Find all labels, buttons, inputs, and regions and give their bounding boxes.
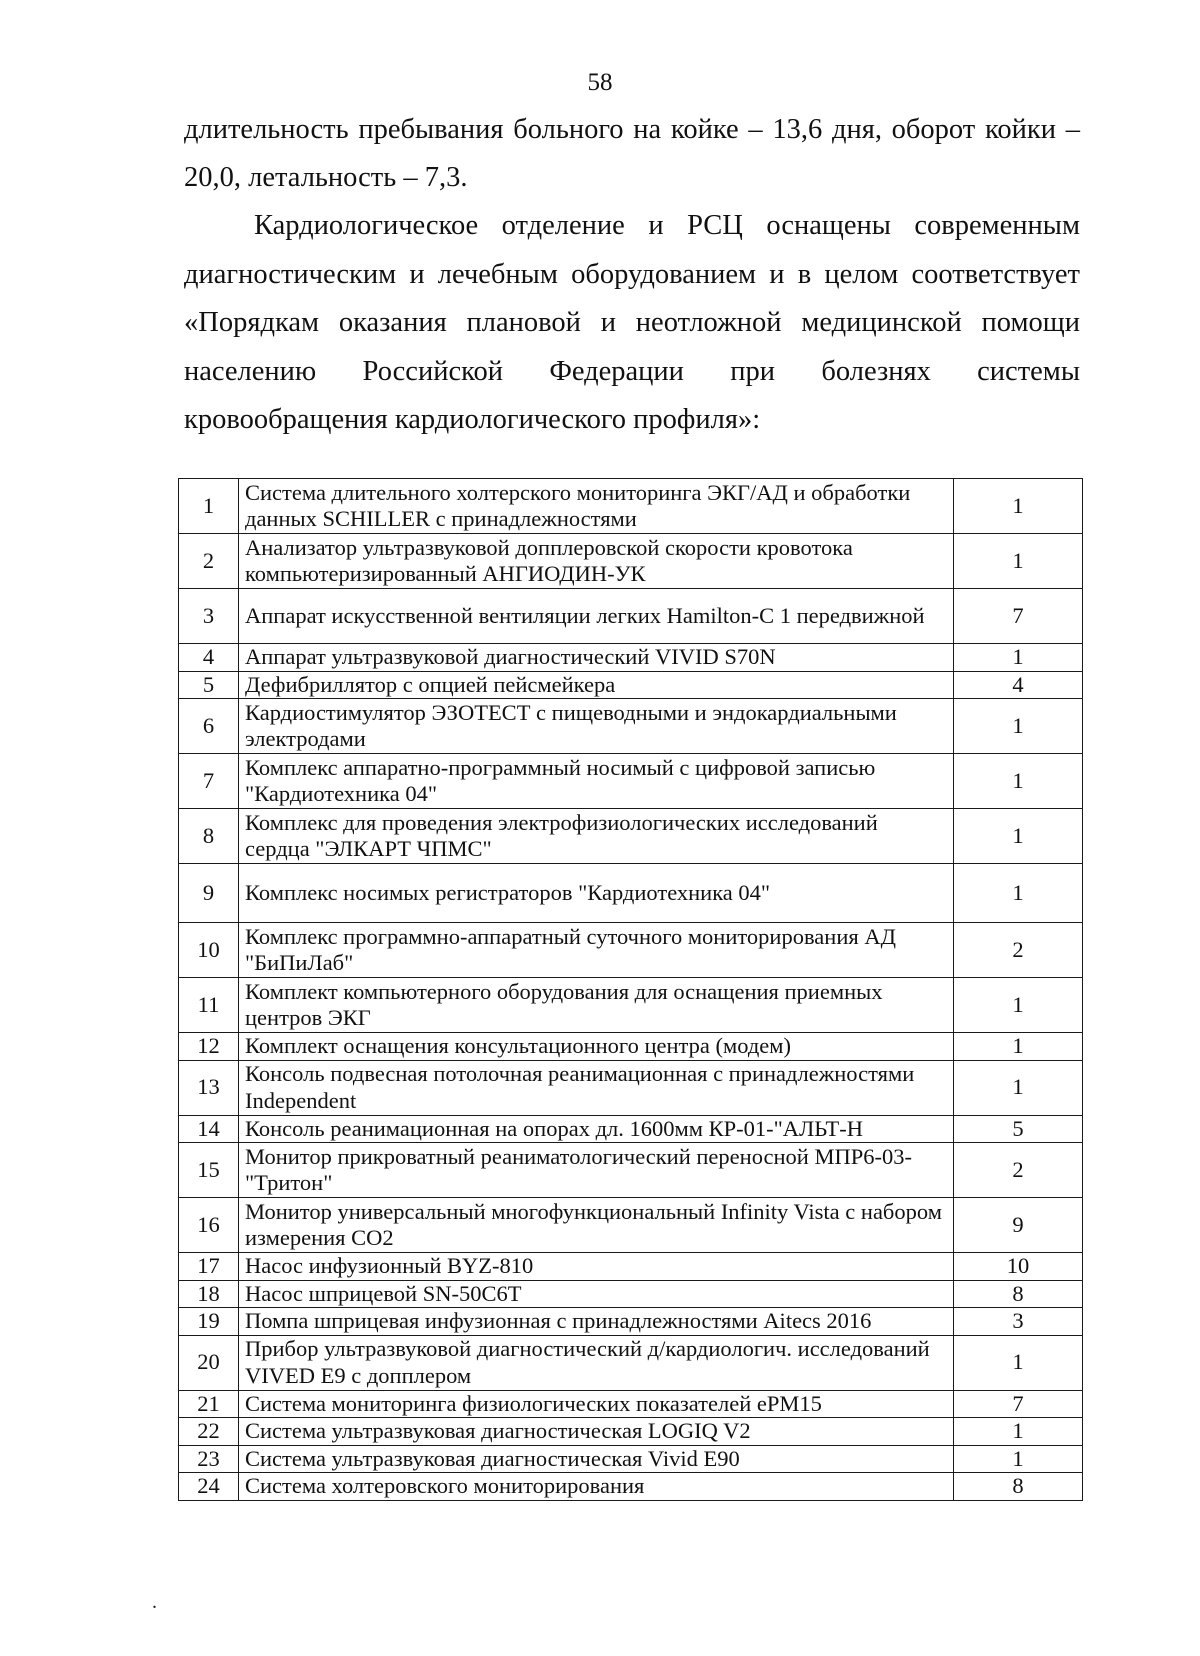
table-row	[179, 589, 1083, 644]
table-row	[179, 1335, 1083, 1390]
quantity-cell: 8	[954, 1473, 1083, 1501]
equipment-name-cell: Насос шприцевой SN-50C6T	[239, 1280, 954, 1308]
table-row	[179, 534, 1083, 589]
quantity-cell: 1	[954, 1418, 1083, 1446]
table-row	[179, 923, 1083, 978]
table-row	[179, 1308, 1083, 1336]
table-row	[179, 754, 1083, 809]
row-number-cell: 24	[179, 1473, 239, 1501]
equipment-name-cell: Комплекс программно-аппаратный суточного мониторирования АД "БиПиЛаб"	[239, 923, 954, 978]
row-number-cell: 8	[179, 809, 239, 864]
row-number-cell: 15	[179, 1143, 239, 1198]
quantity-cell: 1	[954, 1033, 1083, 1061]
quantity-cell: 1	[954, 479, 1083, 534]
quantity-cell: 1	[954, 978, 1083, 1033]
equipment-name-cell: Комплекс носимых регистраторов "Кардиотехника 04"	[239, 864, 954, 923]
row-number-cell: 23	[179, 1445, 239, 1473]
equipment-name-cell: Аппарат искусственной вентиляции легких Hamilton-C 1 передвижной	[239, 589, 954, 644]
row-number-cell: 16	[179, 1198, 239, 1253]
quantity-cell: 1	[954, 864, 1083, 923]
row-number-cell: 6	[179, 699, 239, 754]
table-row	[179, 864, 1083, 923]
row-number-cell: 10	[179, 923, 239, 978]
row-number-cell: 21	[179, 1390, 239, 1418]
table-row	[179, 1473, 1083, 1501]
quantity-cell: 1	[954, 699, 1083, 754]
equipment-name-cell: Кардиостимулятор ЭЗОТЕСТ с пищеводными и эндокардиальными электродами	[239, 699, 954, 754]
table-row	[179, 809, 1083, 864]
row-number-cell: 1	[179, 479, 239, 534]
row-number-cell: 17	[179, 1253, 239, 1281]
equipment-name-cell: Система ультразвуковая диагностическая Vivid E90	[239, 1445, 954, 1473]
equipment-name-cell: Комплекс аппаратно-программный носимый с цифровой записью "Кардиотехника 04"	[239, 754, 954, 809]
quantity-cell: 8	[954, 1280, 1083, 1308]
row-number-cell: 13	[179, 1060, 239, 1115]
equipment-name-cell: Система мониторинга физиологических показателей ePM15	[239, 1390, 954, 1418]
quantity-cell: 1	[954, 809, 1083, 864]
equipment-table-container	[178, 478, 1082, 1501]
paragraph-cardiology-equipment: Кардиологическое отделение и РСЦ оснащены современным диагностическим и лечебным оборудованием и в целом соответствует «Порядкам оказания плановой и неотложной медицинской помощи населению Российской Федерации при болезнях системы кровообращения кардиологического профиля»:	[184, 210, 1080, 435]
quantity-cell: 1	[954, 644, 1083, 672]
equipment-name-cell: Консоль подвесная потолочная реанимационная с принадлежностями Independent	[239, 1060, 954, 1115]
table-row	[179, 1445, 1083, 1473]
row-number-cell: 14	[179, 1115, 239, 1143]
equipment-name-cell: Монитор универсальный многофункциональный Infinity Vista с набором измерения СО2	[239, 1198, 954, 1253]
quantity-cell: 7	[954, 1390, 1083, 1418]
row-number-cell: 7	[179, 754, 239, 809]
row-number-cell: 9	[179, 864, 239, 923]
table-row	[179, 1418, 1083, 1446]
equipment-name-cell: Насос инфузионный BYZ-810	[239, 1253, 954, 1281]
quantity-cell: 10	[954, 1253, 1083, 1281]
equipment-name-cell: Система длительного холтерского мониторинга ЭКГ/АД и обработки данных SCHILLER с принадлежностями	[239, 479, 954, 534]
quantity-cell: 1	[954, 754, 1083, 809]
equipment-name-cell: Консоль реанимационная на опорах дл. 1600мм КР-01-"АЛЬТ-Н	[239, 1115, 954, 1143]
table-row	[179, 1390, 1083, 1418]
table-row	[179, 1198, 1083, 1253]
quantity-cell: 3	[954, 1308, 1083, 1336]
table-row	[179, 699, 1083, 754]
table-row	[179, 1280, 1083, 1308]
page-number: 58	[587, 69, 613, 96]
paragraph-stay-duration: длительность пребывания больного на койке – 13,6 дня, оборот койки – 20,0, летальность – 7,3.	[184, 114, 1080, 193]
quantity-cell: 7	[954, 589, 1083, 644]
equipment-name-cell: Комплект компьютерного оборудования для оснащения приемных центров ЭКГ	[239, 978, 954, 1033]
row-number-cell: 12	[179, 1033, 239, 1061]
equipment-name-cell: Анализатор ультразвуковой допплеровской скорости кровотока компьютеризированный АНГИОДИН-УК	[239, 534, 954, 589]
equipment-name-cell: Система ультразвуковая диагностическая LOGIQ V2	[239, 1418, 954, 1446]
row-number-cell: 4	[179, 644, 239, 672]
row-number-cell: 2	[179, 534, 239, 589]
table-row	[179, 1143, 1083, 1198]
equipment-name-cell: Комплекс для проведения электрофизиологических исследований сердца "ЭЛКАРТ ЧПМС"	[239, 809, 954, 864]
quantity-cell: 5	[954, 1115, 1083, 1143]
scan-mark: .	[152, 1591, 157, 1613]
equipment-name-cell: Монитор прикроватный реаниматологический переносной МПР6-03- "Тритон"	[239, 1143, 954, 1198]
quantity-cell: 2	[954, 1143, 1083, 1198]
equipment-table	[178, 478, 1083, 1501]
row-number-cell: 3	[179, 589, 239, 644]
quantity-cell: 1	[954, 1335, 1083, 1390]
table-row	[179, 1033, 1083, 1061]
table-row	[179, 1115, 1083, 1143]
quantity-cell: 1	[954, 1445, 1083, 1473]
equipment-name-cell: Система холтеровского мониторирования	[239, 1473, 954, 1501]
table-row	[179, 978, 1083, 1033]
quantity-cell: 1	[954, 1060, 1083, 1115]
table-row	[179, 1253, 1083, 1281]
table-row	[179, 644, 1083, 672]
quantity-cell: 4	[954, 671, 1083, 699]
row-number-cell: 11	[179, 978, 239, 1033]
row-number-cell: 19	[179, 1308, 239, 1336]
equipment-name-cell: Дефибриллятор с опцией пейсмейкера	[239, 671, 954, 699]
equipment-name-cell: Аппарат ультразвуковой диагностический VIVID S70N	[239, 644, 954, 672]
equipment-table-body	[179, 479, 1083, 1501]
row-number-cell: 18	[179, 1280, 239, 1308]
equipment-name-cell: Помпа шприцевая инфузионная с принадлежностями Aitecs 2016	[239, 1308, 954, 1336]
equipment-name-cell: Прибор ультразвуковой диагностический д/кардиологич. исследований VIVED E9 с допплером	[239, 1335, 954, 1390]
equipment-name-cell: Комплект оснащения консультационного центра (модем)	[239, 1033, 954, 1061]
quantity-cell: 1	[954, 534, 1083, 589]
table-row	[179, 479, 1083, 534]
row-number-cell: 5	[179, 671, 239, 699]
table-row	[179, 1060, 1083, 1115]
row-number-cell: 22	[179, 1418, 239, 1446]
table-row	[179, 671, 1083, 699]
quantity-cell: 9	[954, 1198, 1083, 1253]
quantity-cell: 2	[954, 923, 1083, 978]
row-number-cell: 20	[179, 1335, 239, 1390]
